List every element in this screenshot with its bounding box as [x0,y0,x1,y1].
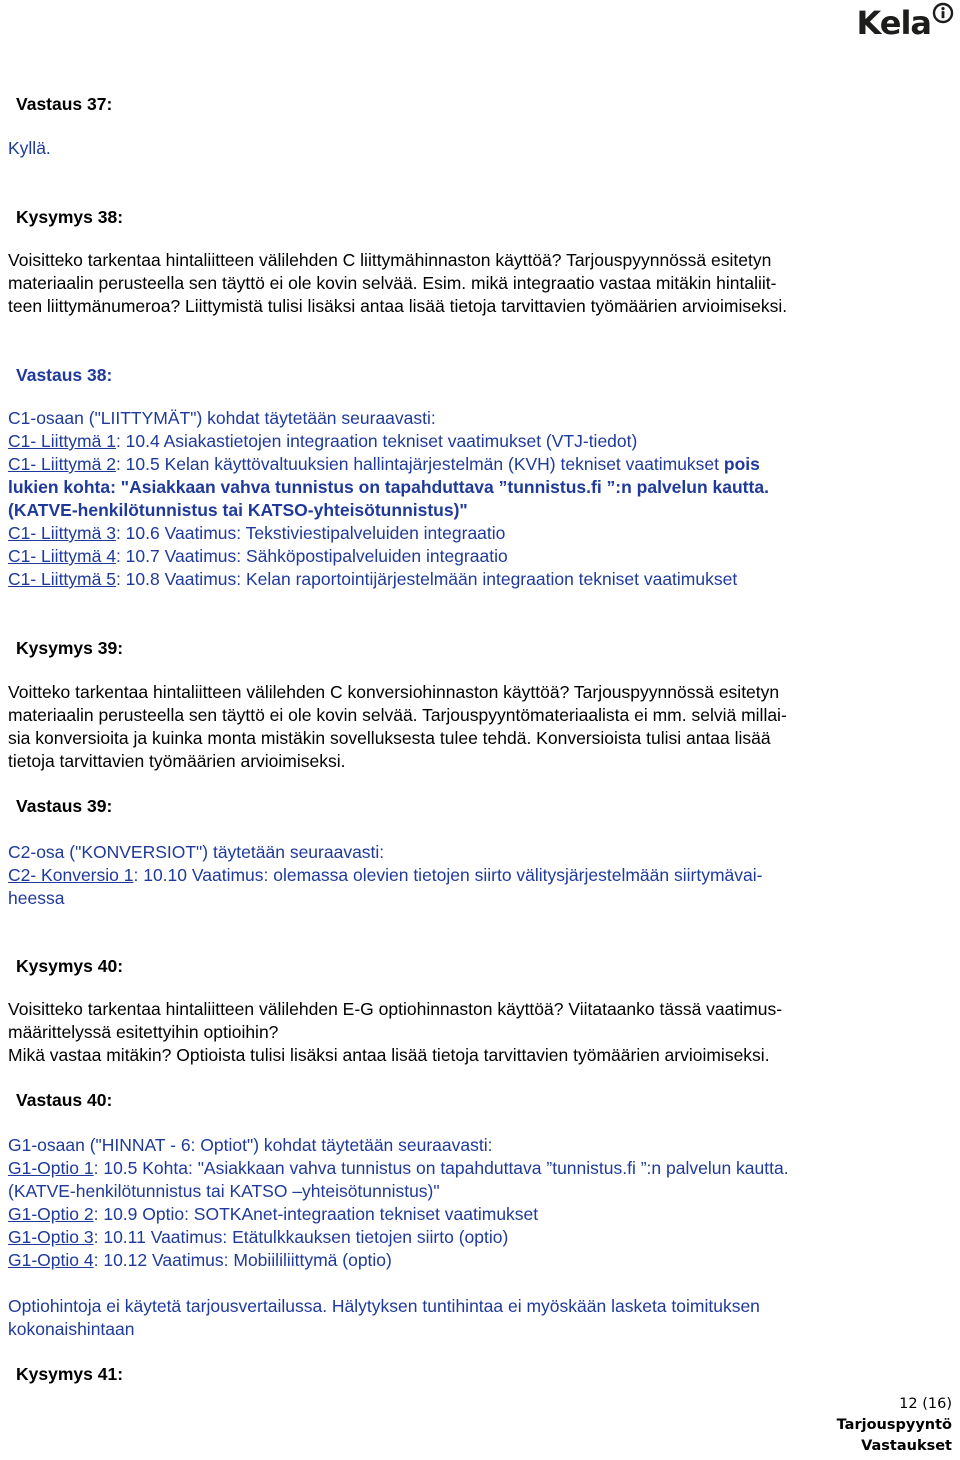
document-subtitle: Vastaukset [861,1438,952,1454]
list-item: G1-Optio 2: 10.9 Optio: SOTKAnet-integraation tekniset vaatimukset [8,1204,539,1224]
list-item: C1- Liittymä 1: 10.4 Asiakastietojen integraation tekniset vaatimukset (VTJ-tiedot) [8,431,638,451]
info-icon [932,2,954,24]
list-item: C1- Liittymä 2: 10.5 Kelan käyttövaltuuksien hallintajärjestelmän (KVH) tekniset vaatimukset pois [8,454,760,474]
answer-38-heading: Vastaus 38: [16,365,113,385]
answer-37-heading: Vastaus 37: [16,94,113,114]
reference-link[interactable]: G1-Optio 1 [8,1158,94,1178]
answer-40-note: Optiohintoja ei käytetä tarjousvertailussa. Hälytyksen tuntihintaa ei myöskään lasketa toimituksen kokonaishintaan [8,1296,760,1339]
question-39-heading: Kysymys 39: [16,638,124,658]
question-41-heading: Kysymys 41: [16,1364,124,1384]
question-38-heading: Kysymys 38: [16,207,124,227]
answer-37-text: Kyllä. [8,138,51,158]
document-title: Tarjouspyyntö [836,1417,952,1433]
reference-link[interactable]: C1- Liittymä 5 [8,569,116,589]
question-39-text: Voitteko tarkentaa hintaliitteen välilehden C konversiohinnaston käyttöä? Tarjouspyynnössä esitetyn materiaalin perusteella sen täyttö ei ole kovin selvää. Tarjouspyyntömateriaalista ei mm. selviä millai- sia konversioita ja kuinka monta mistäkin sovelluksesta tulee tehdä. Konversioista tulisi antaa lisää tietoja tarvittavien työmäärien arvioimiseksi. [8,682,787,771]
logo-text: Kela [856,4,931,42]
question-40-text: Voisitteko tarkentaa hintaliitteen välilehden E-G optiohinnaston käyttöä? Viitataanko tässä vaatimus- määrittelyssä esitettyihin optioihin? Mikä vastaa mitäkin? Optioista tulisi lisäksi antaa lisää tietoja tarvittavien työmäärien arvioimiseksi. [8,999,783,1065]
list-item: C1- Liittymä 4: 10.7 Vaatimus: Sähköpostipalveluiden integraatio [8,546,508,566]
list-item: G1-Optio 3: 10.11 Vaatimus: Etätulkkauksen tietojen siirto (optio) [8,1227,509,1247]
answer-40-heading: Vastaus 40: [16,1090,113,1110]
answer-40-text: G1-osaan ("HINNAT - 6: Optiot") kohdat täytetään seuraavasti: G1-Optio 1: 10.5 Kohta: "Asiakkaan vahva tunnistus on tapahduttava ”tunnistus.fi ”:n palvelun kautta. (KATVE-henkilötunnistus tai KATSO –yhteisötunnistus)" G1-Optio 2: 10.9 Optio: SOTKAnet-integraation tekniset vaatimukset G1-Optio 3: 10.11 Vaatimus: Etätulkkauksen tietojen siirto (optio) G1-Optio 4: 10.12 Vaatimus: Mobiililiittymä (optio) [8,1134,952,1272]
list-item: G1-Optio 1: 10.5 Kohta: "Asiakkaan vahva tunnistus on tapahduttava ”tunnistus.fi ”:n palvelun kautta. [8,1158,789,1178]
reference-link[interactable]: C2- Konversio 1 [8,865,134,885]
reference-link[interactable]: G1-Optio 3 [8,1227,94,1247]
reference-link[interactable]: C1- Liittymä 2 [8,454,116,474]
reference-link[interactable]: C1- Liittymä 4 [8,546,116,566]
answer-38-text: C1-osaan ("LIITTYMÄT") kohdat täytetään seuraavasti: C1- Liittymä 1: 10.4 Asiakastietojen integraation tekniset vaatimukset (VTJ-tiedot) C1- Liittymä 2: 10.5 Kelan käyttövaltuuksien hallintajärjestelmän (KVH) tekniset vaatimukset pois lukien kohta: "Asiakkaan vahva tunnistus on tapahduttava ”tunnistus.fi ”:n palvelun kautta. (KATVE-henkilötunnistus tai KATSO-yhteisötunnistus)" C1- Liittymä 3: 10.6 Vaatimus: Tekstiviestipalveluiden integraatio C1- Liittymä 4: 10.7 Vaatimus: Sähköpostipalveluiden integraatio C1- Liittymä 5: 10.8 Vaatimus: Kelan raportointijärjestelmään integraation tekniset vaatimukset [8,407,952,591]
kela-logo [857,4,955,42]
reference-link[interactable]: C1- Liittymä 3 [8,523,116,543]
question-40-heading: Kysymys 40: [16,956,124,976]
list-item: C2- Konversio 1: 10.10 Vaatimus: olemassa olevien tietojen siirto välitysjärjestelmään siirtymävai- [8,865,763,885]
answer-39-text: C2-osa ("KONVERSIOT") täytetään seuraavasti: C2- Konversio 1: 10.10 Vaatimus: olemassa olevien tietojen siirto välitysjärjestelmään siirtymävai- heessa [8,841,952,910]
list-item: C1- Liittymä 5: 10.8 Vaatimus: Kelan raportointijärjestelmään integraation tekniset vaatimukset [8,569,738,589]
list-item: G1-Optio 4: 10.12 Vaatimus: Mobiililiittymä (optio) [8,1250,392,1270]
reference-link[interactable]: C1- Liittymä 1 [8,431,116,451]
reference-link[interactable]: G1-Optio 4 [8,1250,94,1270]
list-item: C1- Liittymä 3: 10.6 Vaatimus: Tekstiviestipalveluiden integraatio [8,523,506,543]
page-number: 12 (16) [899,1396,952,1412]
reference-link[interactable]: G1-Optio 2 [8,1204,94,1224]
answer-39-heading: Vastaus 39: [16,796,113,816]
page-footer [837,1394,952,1457]
question-38-text: Voisitteko tarkentaa hintaliitteen välilehden C liittymähinnaston käyttöä? Tarjouspyynnössä esitetyn materiaalin perusteella sen täyttö ei ole kovin selvää. Esim. mikä integraatio vastaa mitäkin hintaliit- teen liittymänumeroa? Liittymistä tulisi lisäksi antaa lisää tietoja tarvittavien työmäärien arvioimiseksi. [8,250,788,316]
